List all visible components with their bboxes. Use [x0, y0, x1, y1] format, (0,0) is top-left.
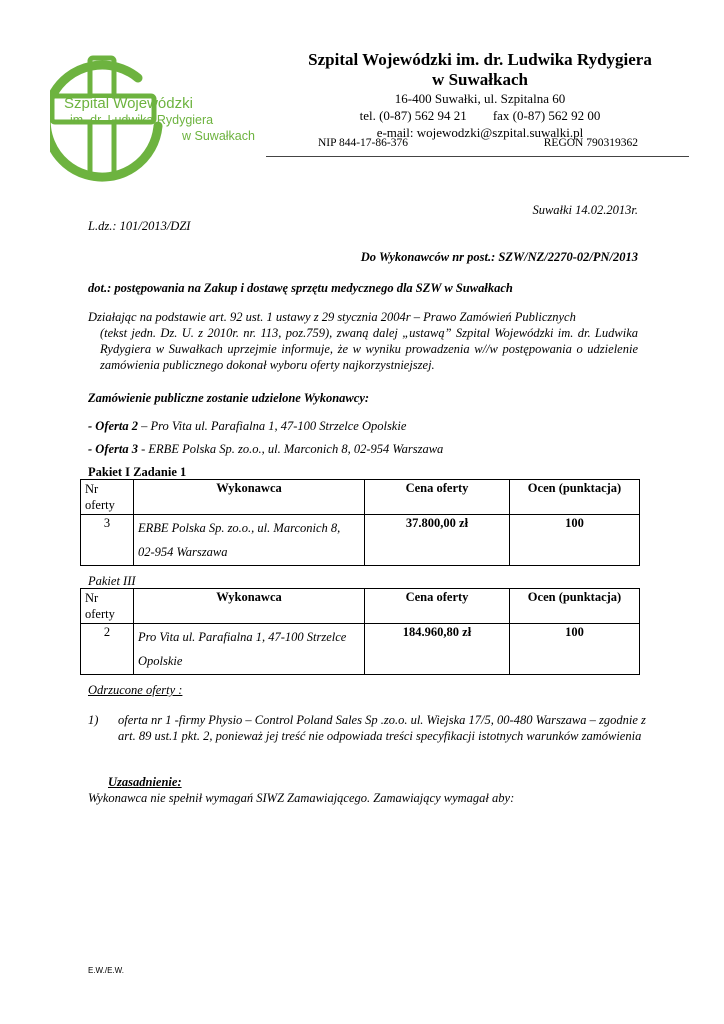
col-header-nr: Nr oferty: [81, 480, 134, 515]
justification-heading: Uzasadnienie:: [108, 775, 182, 789]
addressee: Do Wykonawców nr post.: SZW/NZ/2270-02/PN/2013: [360, 250, 638, 264]
offer-price: 184.960,80 zł: [365, 624, 510, 675]
hospital-logo: [50, 52, 260, 182]
hospital-tel: tel. (0-87) 562 94 21: [359, 108, 467, 123]
table-row: [81, 624, 640, 675]
offer-text: - ERBE Polska Sp. zo.o., ul. Marconich 8, 02-954 Warszawa: [138, 442, 444, 456]
subject-line: dot.: postępowania na Zakup i dostawę sprzętu medycznego dla SZW w Suwałkach: [88, 281, 513, 295]
letter-date: Suwałki 14.02.2013r.: [532, 203, 638, 217]
hospital-ids: [318, 137, 638, 149]
hospital-address: 16-400 Suwałki, ul. Szpitalna 60: [394, 91, 566, 106]
rejected-offer-item: [88, 712, 648, 744]
rejected-offer-number: 1): [88, 713, 99, 727]
col-header-wykonawca: Wykonawca: [134, 589, 365, 624]
rejected-offers-heading: Odrzucone oferty :: [88, 683, 183, 697]
table-header-row: [81, 480, 640, 515]
col-header-nr: Nr oferty: [81, 589, 134, 624]
logo-text: [64, 96, 255, 144]
col-header-cena: Cena oferty: [365, 589, 510, 624]
hospital-header: [290, 50, 670, 141]
contractor-name: Pro Vita ul. Parafialna 1, 47-100 Strzelce Opolskie: [134, 624, 365, 675]
hospital-regon: REGON 790319362: [543, 137, 638, 149]
package-1-title: Pakiet I Zadanie 1: [88, 465, 187, 479]
award-heading: Zamówienie publiczne zostanie udzielone Wykonawcy:: [88, 391, 370, 405]
offer-item: [88, 418, 406, 434]
col-header-ocena: Ocen (punktacja): [510, 480, 640, 515]
package-3-table: [80, 588, 640, 675]
header-divider: [266, 156, 689, 157]
logo-line-3: w Suwałkach: [182, 129, 255, 143]
contractor-name: ERBE Polska Sp. zo.o., ul. Marconich 8, 02-954 Warszawa: [134, 515, 365, 566]
offer-score: 100: [510, 624, 640, 675]
offer-label: - Oferta 3: [88, 442, 138, 456]
hospital-nip: NIP 844-17-86-376: [318, 137, 408, 149]
intro-rest: (tekst jedn. Dz. U. z 2010r. nr. 113, poz.759), zwaną dalej „ustawą” Szpital Wojewódzki im. dr. Ludwika Rydygiera w Suwałkach uprzejmie informuje, że w wyniku prowadzenia w//w postępowania o udzielenie zamówienia publicznego dokonał wyboru oferty najkorzystniejszej.: [100, 326, 638, 372]
hospital-name-line-1: Szpital Wojewódzki im. dr. Ludwika Rydygiera: [308, 50, 652, 69]
offer-text: – Pro Vita ul. Parafialna 1, 47-100 Strzelce Opolskie: [138, 419, 407, 433]
offer-item: [88, 441, 443, 457]
hospital-name-line-2: w Suwałkach: [432, 70, 528, 89]
col-header-wykonawca: Wykonawca: [134, 480, 365, 515]
col-header-cena: Cena oferty: [365, 480, 510, 515]
hospital-fax: fax (0-87) 562 92 00: [492, 108, 601, 123]
footer-initials: E.W./E.W.: [88, 966, 125, 975]
col-header-ocena: Ocen (punktacja): [510, 589, 640, 624]
package-1-table: [80, 479, 640, 566]
offer-label: - Oferta 2: [88, 419, 138, 433]
hospital-email: e-mail: wojewodzki@szpital.suwalki.pl: [376, 125, 584, 140]
intro-first-line: Działając na podstawie art. 92 ust. 1 ustawy z 29 stycznia 2004r – Prawo Zamówień Publicznych: [88, 310, 576, 324]
offer-number: 2: [81, 624, 134, 675]
table-header-row: [81, 589, 640, 624]
offer-price: 37.800,00 zł: [365, 515, 510, 566]
offer-number: 3: [81, 515, 134, 566]
rejected-offer-text: oferta nr 1 -firmy Physio – Control Poland Sales Sp .zo.o. ul. Wiejska 17/5, 00-480 Warszawa – zgodnie z art. 89 ust.1 pkt. 2, ponieważ jej treść nie odpowiada treści specyfikacji istotnych warunków zamówienia: [118, 713, 646, 743]
hospital-phone-fax: [290, 107, 670, 124]
justification-text: Wykonawca nie spełnił wymagań SIWZ Zamawiającego. Zamawiający wymagał aby:: [88, 791, 515, 805]
reference-number: L.dz.: 101/2013/DZI: [88, 219, 191, 233]
package-3-title: Pakiet III: [88, 574, 136, 588]
offer-score: 100: [510, 515, 640, 566]
intro-paragraph: [88, 309, 638, 373]
logo-line-2: im. dr. Ludwika Rydygiera: [70, 113, 214, 127]
logo-line-1: Szpital Wojewódzki: [64, 95, 193, 112]
table-row: [81, 515, 640, 566]
